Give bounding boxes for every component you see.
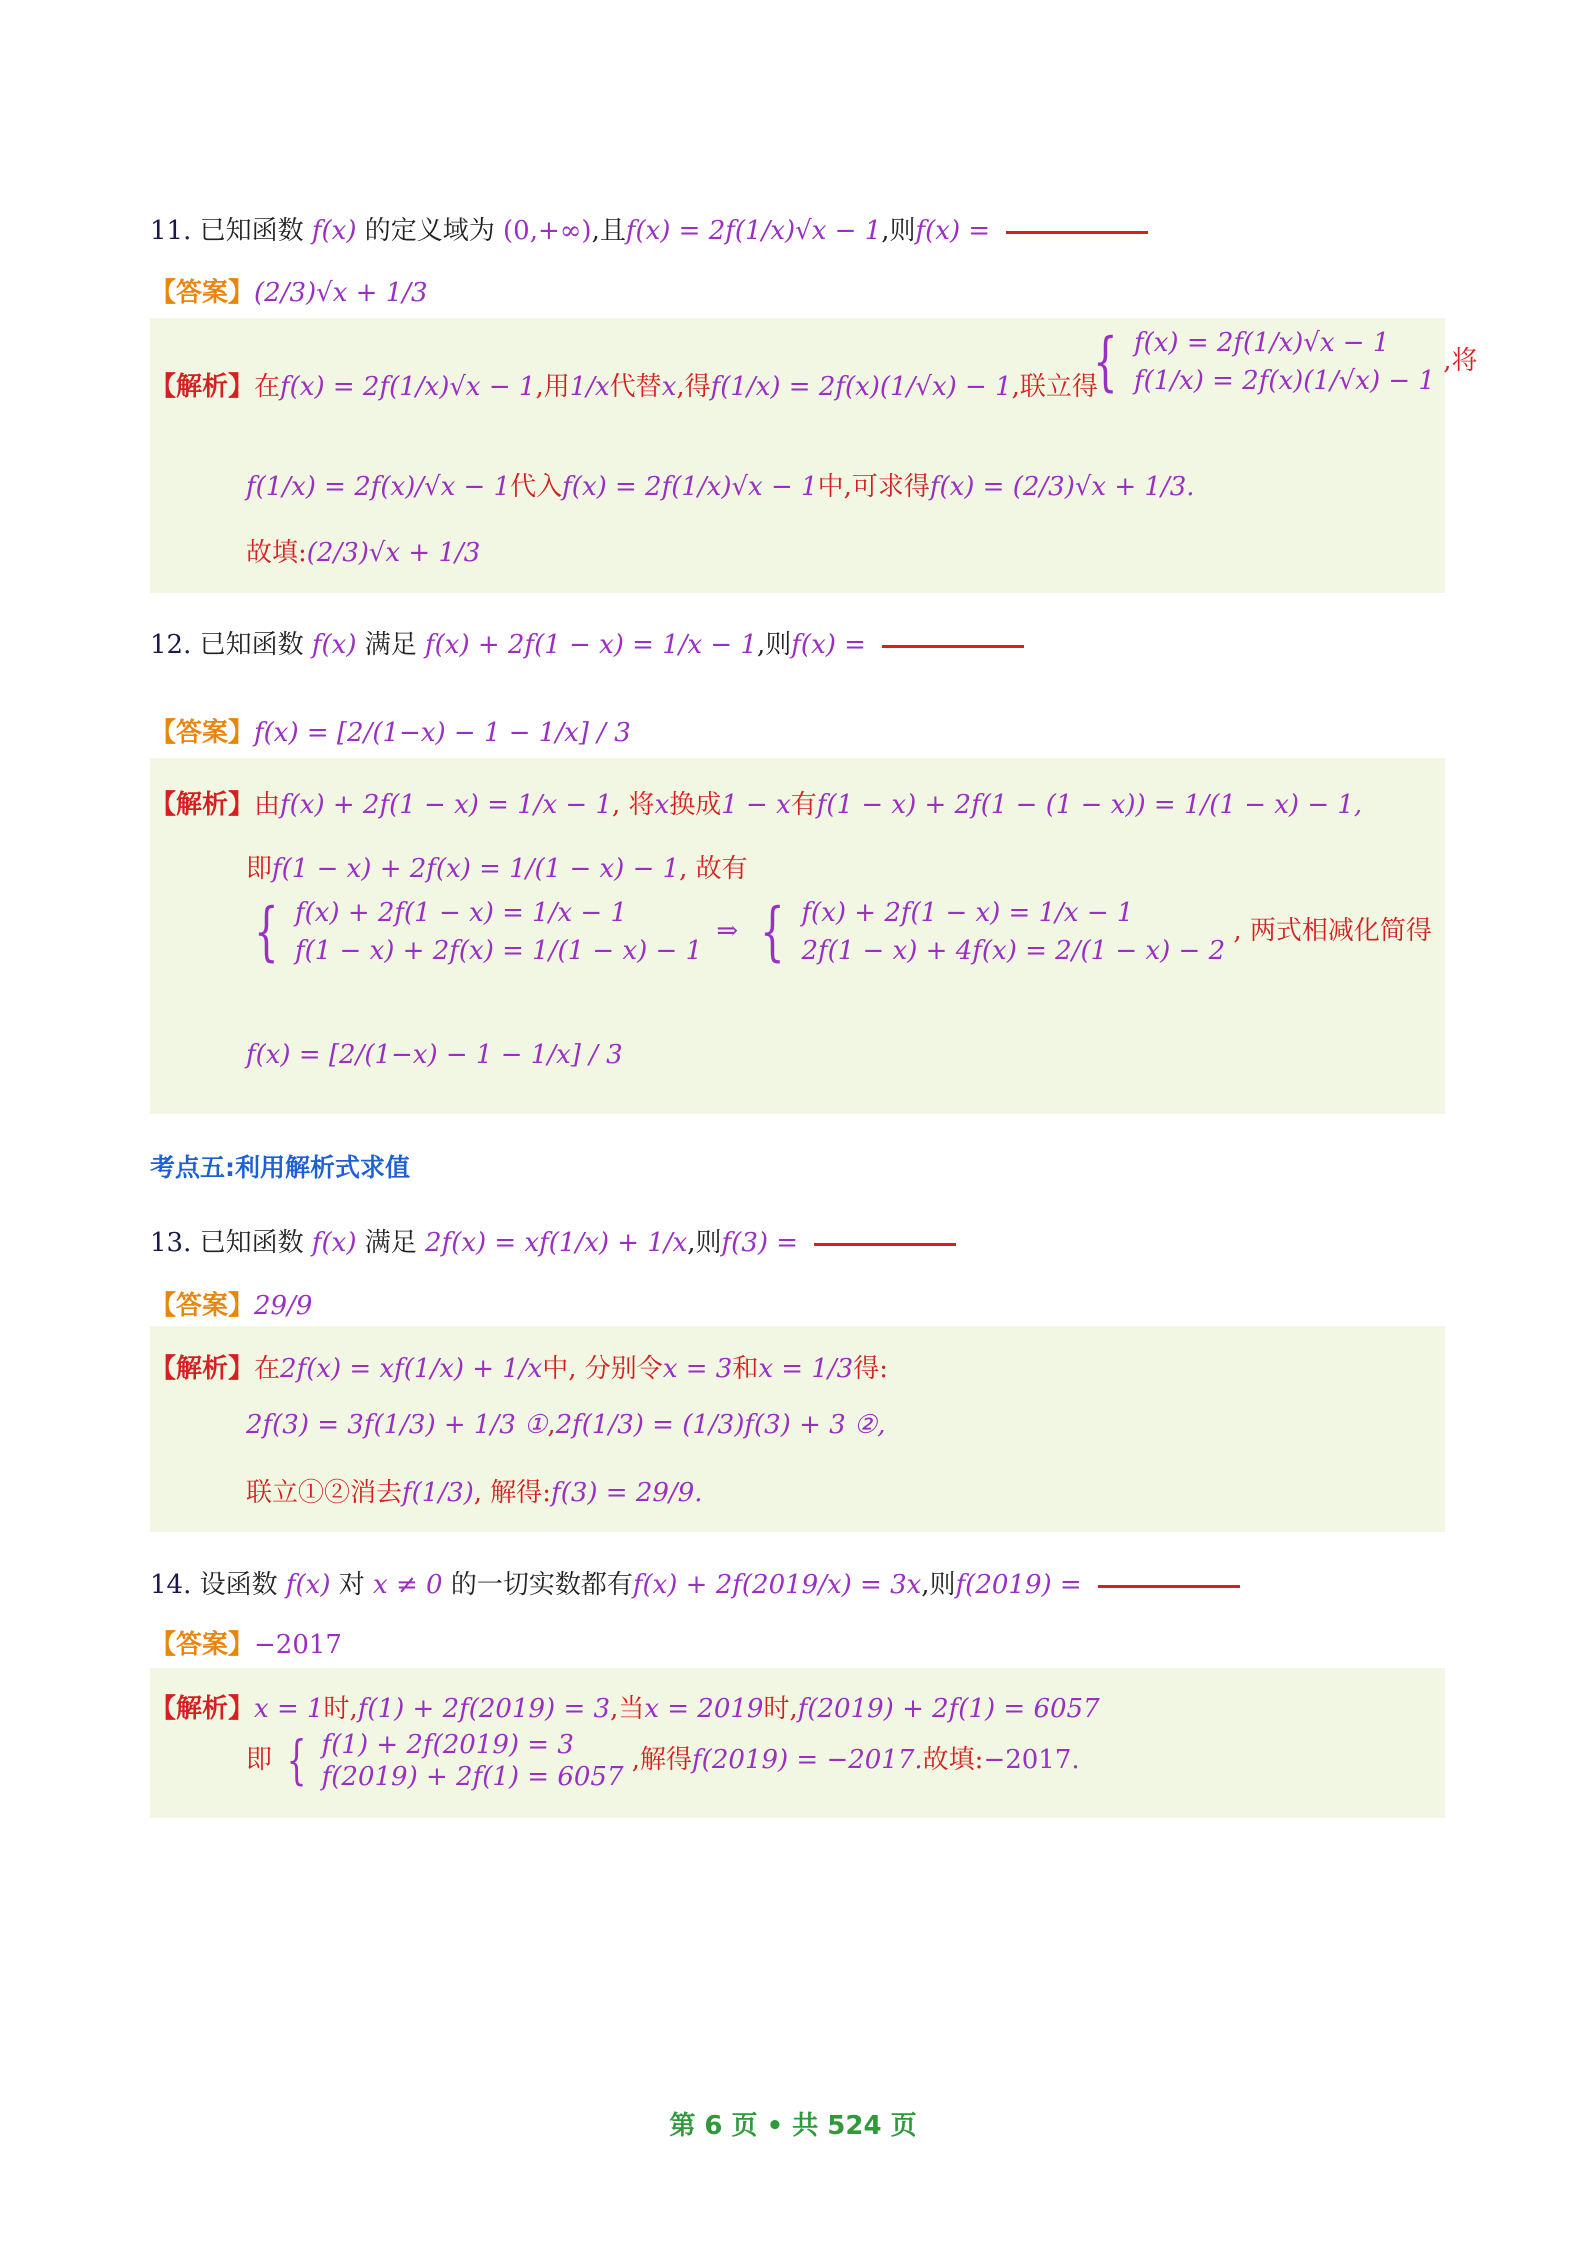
explanation-text: , 两式相减化简得	[1233, 916, 1432, 946]
answer-value: (2/3)√x + 1/3	[254, 278, 428, 308]
math-expr: 1 − x	[721, 790, 791, 820]
math-equation: f(2019) + 2f(1) = 6057	[321, 1762, 624, 1792]
question-text: ,则	[757, 630, 792, 660]
explanation-line	[150, 784, 1362, 821]
equation-system	[1085, 325, 1478, 399]
explanation-text: , 解得:	[473, 1478, 552, 1508]
math-equation: f(x) + 2f(1 − x) = 1/x − 1	[294, 898, 627, 928]
math-equation: 2f(3) = 3f(1/3) + 1/3 ①	[246, 1410, 548, 1440]
math-expr: x ≠ 0	[373, 1570, 443, 1600]
question-number: 11.	[150, 216, 192, 246]
explanation-line	[246, 848, 748, 885]
math-equation: f(1/x) = 2f(x)(1/√x) − 1	[1133, 366, 1435, 396]
explanation-line	[246, 532, 480, 569]
question-text: ,则	[687, 1228, 722, 1258]
explanation-text: , 将	[612, 790, 655, 820]
math-equation: f(x) = [2/(1−x) − 1 − 1/x] / 3	[246, 1040, 623, 1070]
question-text: 已知函数	[199, 630, 304, 660]
explanation-text: , 故有	[679, 854, 748, 884]
math-equation: f(x) = 2f(1/x)√x − 1	[562, 472, 818, 502]
explanation-text: 时,	[763, 1694, 798, 1724]
explanation-text: 中,可求得	[817, 472, 930, 502]
math-equation: 2f(1/3) = (1/3)f(3) + 3 ②,	[555, 1410, 886, 1440]
explanation-text: ,解得	[631, 1745, 693, 1775]
math-expr: x = 3	[662, 1354, 733, 1384]
math-equation: f(3) = 29/9.	[551, 1478, 703, 1508]
math-equation: f(x) = 2f(1/x)√x − 1	[625, 216, 882, 246]
answer-value: 29/9	[254, 1291, 313, 1321]
explanation-line	[246, 1730, 1080, 1792]
math-equation: f(1) + 2f(2019) = 3	[321, 1730, 574, 1760]
explanation-text: 故填:	[246, 538, 307, 568]
math-expr: f(x) =	[791, 630, 866, 660]
answer-blank[interactable]	[1098, 1585, 1240, 1588]
math-equation: f(x) + 2f(1 − x) = 1/x − 1	[280, 790, 613, 820]
explanation-box-11	[150, 318, 1478, 593]
math-expr: f(x) =	[915, 216, 991, 246]
math-equation: 2f(1 − x) + 4f(x) = 2/(1 − x) − 2	[801, 936, 1226, 966]
math-equation: f(1/x) = 2f(x)(1/√x) − 1	[710, 372, 1012, 402]
explanation-text: 时,	[323, 1694, 358, 1724]
math-equation: f(x) = 2f(1/x)√x − 1	[280, 372, 536, 402]
explanation-line	[246, 1410, 886, 1440]
question-11	[150, 210, 1148, 247]
explanation-text: 代入	[510, 472, 563, 502]
math-expr: −2017.	[983, 1745, 1080, 1775]
explanation-text: 有	[790, 790, 817, 820]
answer-tag: 【答案】	[150, 1291, 255, 1321]
math-expr: x = 2019	[644, 1694, 764, 1724]
explanation-text: 和	[732, 1354, 759, 1384]
answer-blank[interactable]	[814, 1243, 956, 1246]
question-text: 满足	[364, 1228, 417, 1258]
math-equation: f(x) = (2/3)√x + 1/3.	[929, 472, 1195, 502]
explanation-tag: 【解析】	[150, 1354, 255, 1384]
explanation-line	[246, 1040, 623, 1070]
math-equation: f(x) + 2f(1 − x) = 1/x − 1	[801, 898, 1134, 928]
implies-icon: ⇒	[716, 916, 739, 946]
math-equation: f(1 − x) + 2f(x) = 1/(1 − x) − 1	[294, 936, 703, 966]
math-expr: f(3) =	[721, 1228, 799, 1258]
answer-value: f(x) = [2/(1−x) − 1 − 1/x] / 3	[254, 718, 631, 748]
math-expr: (0,+∞)	[503, 216, 592, 246]
question-text: 已知函数	[199, 1228, 304, 1258]
answer-blank[interactable]	[882, 645, 1024, 648]
question-text: 的一切实数都有	[450, 1570, 633, 1600]
explanation-text: 代替	[609, 372, 662, 402]
question-13	[150, 1222, 956, 1259]
answer-tag: 【答案】	[150, 278, 255, 308]
explanation-text: ,得	[676, 372, 711, 402]
math-expr: f(x)	[311, 1228, 357, 1258]
explanation-text: 中, 分别令	[542, 1354, 663, 1384]
explanation-line	[150, 1688, 1100, 1725]
math-expr: (2/3)√x + 1/3	[306, 538, 481, 568]
explanation-text: 故填:	[922, 1745, 984, 1775]
explanation-box-12	[150, 758, 1445, 1114]
math-expr: 1/x	[569, 372, 610, 402]
explanation-text: 由	[254, 790, 281, 820]
explanation-line	[150, 366, 1098, 403]
math-equation: f(x) = 2f(1/x)√x − 1	[1133, 328, 1390, 358]
math-equation: 2f(x) = xf(1/x) + 1/x	[280, 1354, 543, 1384]
explanation-tag: 【解析】	[150, 790, 255, 820]
question-text: 设函数	[199, 1570, 278, 1600]
explanation-tag: 【解析】	[150, 372, 255, 402]
question-text: ,且	[591, 216, 626, 246]
explanation-text: ,	[547, 1410, 556, 1440]
math-expr: x = 1	[254, 1694, 324, 1724]
brace-icon: {	[1093, 325, 1118, 399]
math-expr: f(x)	[285, 1570, 331, 1600]
explanation-line	[150, 1348, 888, 1385]
explanation-text: 联立①②消去	[246, 1478, 403, 1508]
math-expr: f(1/3)	[402, 1478, 474, 1508]
math-equation: f(1 − x) + 2f(x) = 1/(1 − x) − 1	[272, 854, 680, 884]
explanation-tag: 【解析】	[150, 1694, 255, 1724]
explanation-text: ,将	[1443, 346, 1478, 376]
answer-tag: 【答案】	[150, 718, 255, 748]
question-text: 的定义域为	[364, 216, 495, 246]
explanation-text: 得:	[853, 1354, 888, 1384]
math-equation: f(1 − x) + 2f(1 − (1 − x)) = 1/(1 − x) − 1,	[816, 790, 1363, 820]
equation-systems	[246, 895, 1432, 969]
question-number: 12.	[150, 630, 192, 660]
answer-value: −2017	[254, 1630, 342, 1660]
answer-14	[150, 1624, 342, 1661]
question-text: 对	[338, 1570, 365, 1600]
math-expr: x	[654, 790, 670, 820]
brace-icon: {	[254, 895, 279, 969]
math-equation: f(2019) + 2f(1) = 6057	[797, 1694, 1100, 1724]
math-expr: f(x)	[311, 630, 357, 660]
answer-tag: 【答案】	[150, 1630, 255, 1660]
answer-12	[150, 712, 631, 749]
brace-icon: {	[286, 1731, 307, 1791]
explanation-text: ,联立得	[1011, 372, 1098, 402]
question-text: 已知函数	[199, 216, 304, 246]
explanation-line	[246, 1472, 703, 1509]
math-equation: 2f(x) = xf(1/x) + 1/x	[425, 1228, 688, 1258]
math-equation: f(1) + 2f(2019) = 3	[357, 1694, 611, 1724]
brace-icon: {	[760, 895, 786, 969]
question-number: 14.	[150, 1570, 192, 1600]
question-text: ,则	[881, 216, 916, 246]
explanation-text: 即	[246, 854, 273, 884]
question-12	[150, 624, 1024, 661]
math-equation: f(x) + 2f(2019/x) = 3x	[632, 1570, 922, 1600]
explanation-box-14	[150, 1668, 1445, 1818]
math-expr: x	[661, 372, 677, 402]
explanation-text: 即	[246, 1745, 273, 1775]
explanation-text: 在	[254, 372, 281, 402]
question-text: ,则	[921, 1570, 956, 1600]
explanation-text: ,当	[610, 1694, 645, 1724]
answer-11	[150, 272, 428, 309]
section-heading: 考点五:利用解析式求值	[150, 1153, 410, 1182]
math-expr: f(x)	[311, 216, 357, 246]
math-equation: f(2019) = −2017.	[692, 1745, 923, 1775]
page-footer: 第 6 页 • 共 524 页	[669, 2111, 917, 2141]
math-expr: x = 1/3	[758, 1354, 854, 1384]
answer-13	[150, 1285, 312, 1322]
math-equation: f(x) + 2f(1 − x) = 1/x − 1	[425, 630, 758, 660]
math-expr: f(2019) =	[955, 1570, 1082, 1600]
math-equation: f(1/x) = 2f(x)/√x − 1	[246, 472, 511, 502]
question-number: 13.	[150, 1228, 192, 1258]
answer-blank[interactable]	[1006, 231, 1148, 234]
explanation-text: ,用	[535, 372, 570, 402]
explanation-box-13	[150, 1326, 1445, 1532]
question-14	[150, 1564, 1240, 1601]
explanation-text: 换成	[669, 790, 722, 820]
question-text: 满足	[364, 630, 417, 660]
explanation-line	[246, 466, 1195, 503]
explanation-text: 在	[254, 1354, 281, 1384]
